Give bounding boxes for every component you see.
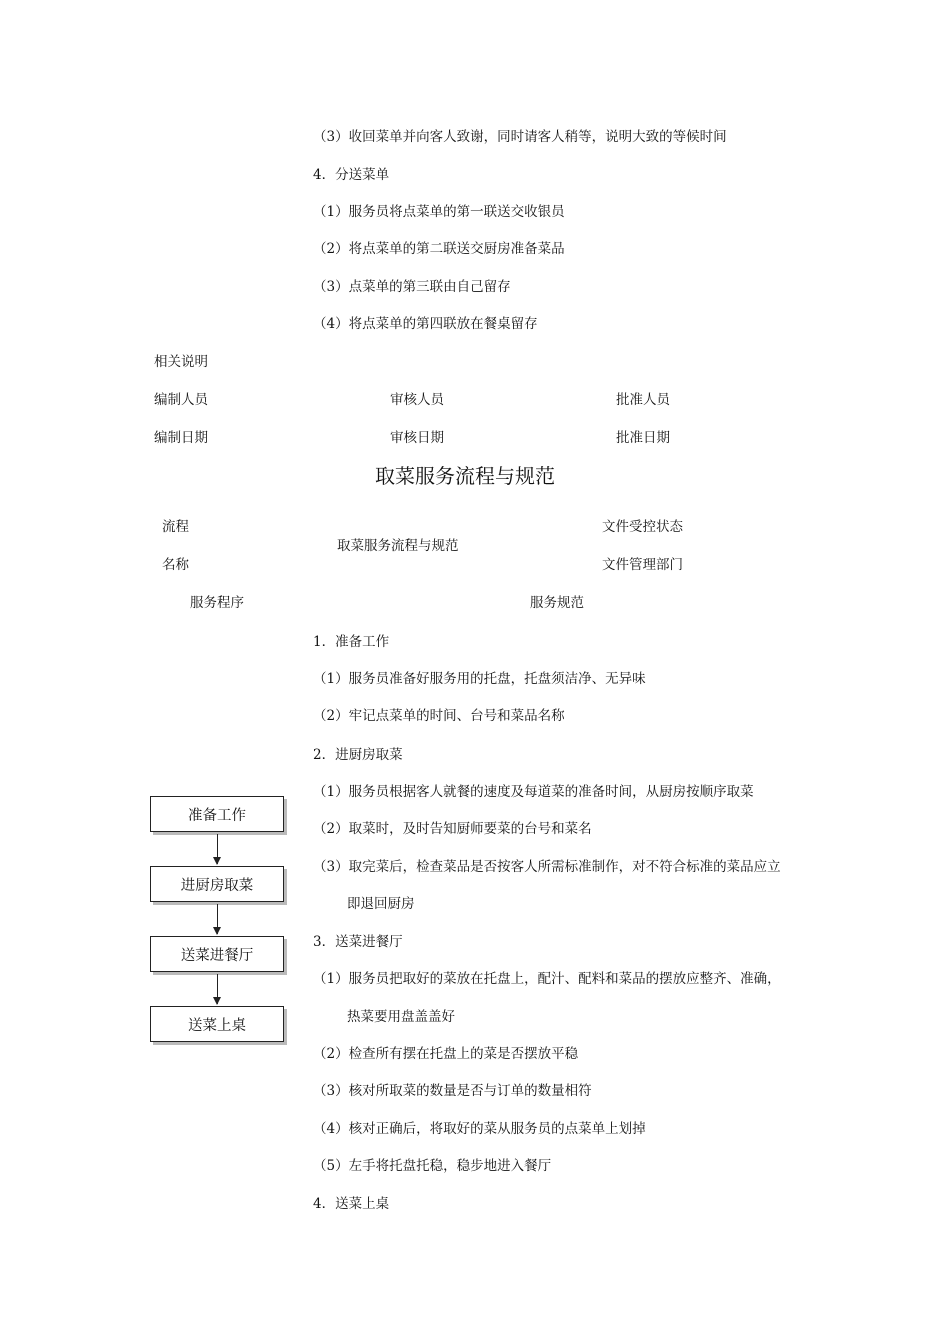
flowchart-node-table — [150, 1006, 284, 1042]
step-line: （2）牢记点菜单的时间、台号和菜品名称 — [313, 708, 565, 724]
top-item-6: （4）将点菜单的第四联放在餐桌留存 — [313, 316, 538, 332]
flowchart-node-label: 送菜上桌 — [188, 1017, 246, 1034]
step-line: 即退回厨房 — [347, 896, 415, 912]
review-date-label: 审核日期 — [390, 430, 444, 446]
control-status-label: 文件受控状态 — [602, 519, 683, 535]
flowchart-node-restaurant — [150, 936, 284, 972]
top-item-1: （3）收回菜单并向客人致谢，同时请客人稍等，说明大致的等候时间 — [313, 129, 727, 145]
col-standard-header: 服务规范 — [530, 595, 584, 611]
document-title: 取菜服务流程与规范 — [375, 464, 555, 488]
step-line: （3）取完菜后，检查菜品是否按客人所需标准制作，对不符合标准的菜品应立 — [313, 859, 781, 875]
top-item-3: （1）服务员将点菜单的第一联送交收银员 — [313, 204, 565, 220]
mgmt-dept-label: 文件管理部门 — [602, 557, 683, 573]
top-item-2: 4．分送菜单 — [313, 167, 390, 183]
step-line: （2）检查所有摆在托盘上的菜是否摆放平稳 — [313, 1046, 579, 1062]
step-line: 4．送菜上桌 — [313, 1196, 390, 1212]
editor-label: 编制人员 — [154, 392, 208, 408]
step-line: 热菜要用盘盖盖好 — [347, 1009, 455, 1025]
col-procedure-header: 服务程序 — [190, 595, 244, 611]
flowchart-arrow — [217, 834, 218, 864]
flowchart-node-label: 准备工作 — [188, 807, 246, 824]
edit-date-label: 编制日期 — [154, 430, 208, 446]
flow-label-2: 名称 — [162, 557, 189, 573]
approve-date-label: 批准日期 — [616, 430, 670, 446]
step-line: 2．进厨房取菜 — [313, 747, 403, 763]
reviewer-label: 审核人员 — [390, 392, 444, 408]
step-line: （3）核对所取菜的数量是否与订单的数量相符 — [313, 1083, 592, 1099]
step-line: （2）取菜时，及时告知厨师要菜的台号和菜名 — [313, 821, 592, 837]
step-line: 1．准备工作 — [313, 634, 390, 650]
related-notes-label: 相关说明 — [154, 354, 208, 370]
top-item-4: （2）将点菜单的第二联送交厨房准备菜品 — [313, 241, 565, 257]
flowchart-node-kitchen — [150, 866, 284, 902]
flowchart-arrow — [217, 904, 218, 934]
approver-label: 批准人员 — [616, 392, 670, 408]
step-line: （1）服务员准备好服务用的托盘，托盘须洁净、无异味 — [313, 671, 646, 687]
flowchart-node-prepare — [150, 796, 284, 832]
step-line: （1）服务员把取好的菜放在托盘上，配汁、配料和菜品的摆放应整齐、准确， — [313, 971, 781, 987]
flowchart-node-label: 送菜进餐厅 — [180, 947, 254, 964]
step-line: （4）核对正确后，将取好的菜从服务员的点菜单上划掉 — [313, 1121, 646, 1137]
step-line: （5）左手将托盘托稳，稳步地进入餐厅 — [313, 1158, 552, 1174]
flowchart-arrow — [217, 974, 218, 1004]
step-line: （1）服务员根据客人就餐的速度及每道菜的准备时间，从厨房按顺序取菜 — [313, 784, 754, 800]
step-line: 3．送菜进餐厅 — [313, 934, 403, 950]
flow-name-value: 取菜服务流程与规范 — [337, 538, 459, 554]
flowchart-node-label: 进厨房取菜 — [180, 877, 254, 894]
top-item-5: （3）点菜单的第三联由自己留存 — [313, 279, 511, 295]
flow-label-1: 流程 — [162, 519, 189, 535]
